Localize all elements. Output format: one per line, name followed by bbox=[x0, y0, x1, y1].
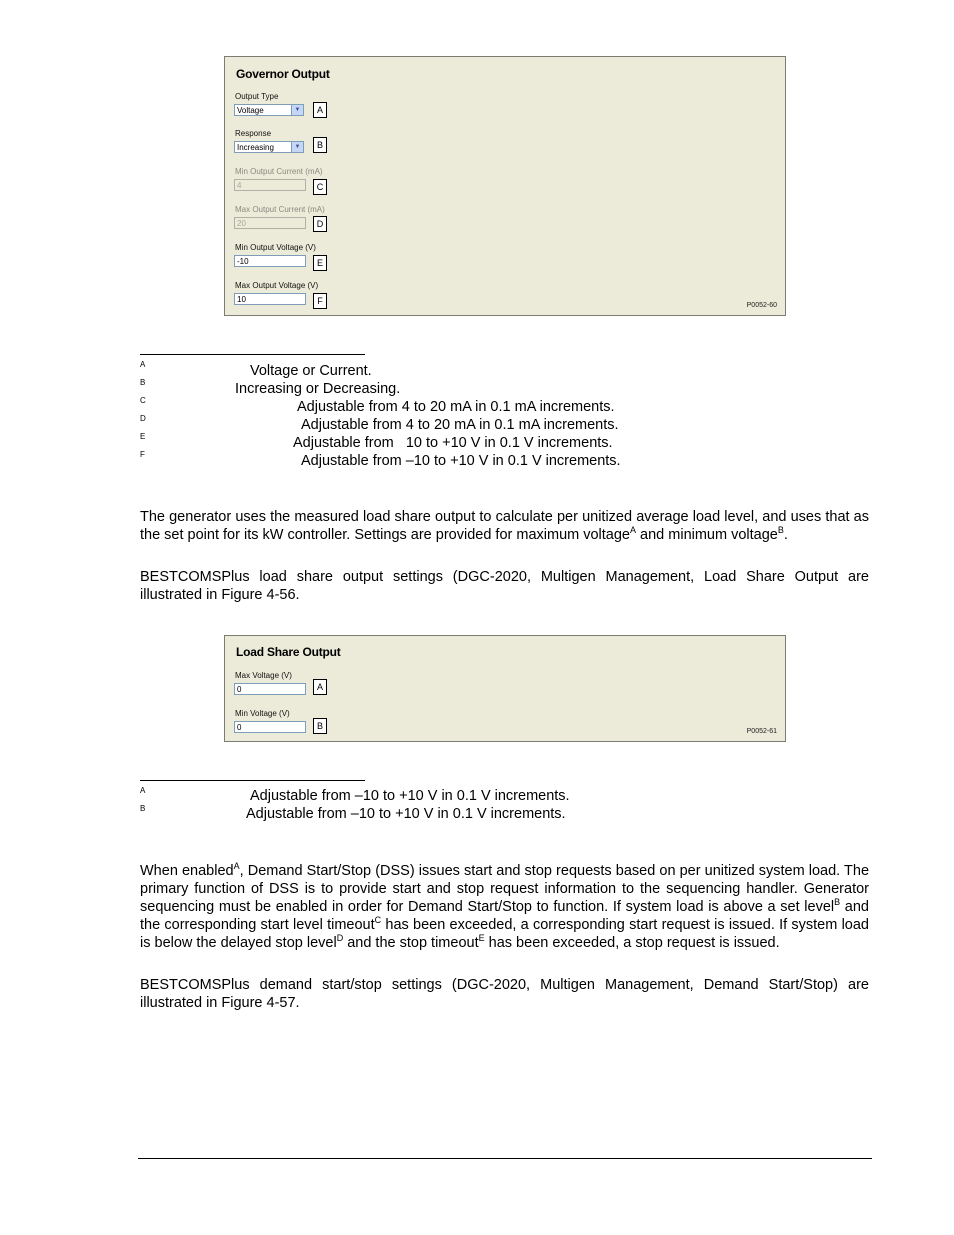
dss-paragraph: When enabled$^A$, Demand Start/Stop (DSS) issues start and stop requests based on per unitized system load. The primary function of DSS is to provide start and stop request information to the sequencing handler. Generator sequencing must be enabled in order for Demand Start/Stop to function. If system load is above a set level$^B$ and the corresponding start level timeout$^C$ has been exceeded, a corresponding start request is issued. If system load is below the delayed stop level$^D$ and the stop timeout$^E$ has been exceeded, a stop request is issued. bbox=[140, 861, 870, 951]
footnote-letter: E bbox=[140, 432, 146, 441]
max-output-current-input: 20 bbox=[234, 217, 306, 229]
load-share-intro: BESTCOMSPlus load share output settings (DGC-2020, Multigen Management, Load Share Output are illustrated in Figure 4-56. bbox=[140, 569, 869, 603]
footnote-text: Adjustable from 4 to 20 mA in 0.1 mA increments. bbox=[301, 417, 619, 433]
footnote-text: Adjustable from –10 to +10 V in 0.1 V increments. bbox=[301, 453, 621, 469]
footnote-letter: F bbox=[140, 450, 145, 459]
footnote-text: Adjustable from 4 to 20 mA in 0.1 mA increments. bbox=[297, 399, 615, 415]
footnote-letter: D bbox=[140, 414, 146, 423]
chevron-down-icon[interactable]: ▼ bbox=[291, 142, 303, 152]
page-footer-rule bbox=[138, 1158, 872, 1159]
load-share-output-panel bbox=[224, 635, 786, 742]
footnote-rule bbox=[140, 780, 365, 781]
callout-c: C bbox=[313, 179, 327, 195]
callout-a: A bbox=[313, 102, 327, 118]
callout-b: B bbox=[313, 718, 327, 734]
response-value: Increasing bbox=[237, 143, 274, 152]
governor-output-panel bbox=[224, 56, 786, 316]
callout-f: F bbox=[313, 293, 327, 309]
min-output-current-input: 4 bbox=[234, 179, 306, 191]
governor-output-title: Governor Output bbox=[236, 67, 330, 81]
max-output-current-label: Max Output Current (mA) bbox=[235, 205, 325, 214]
dss-intro: BESTCOMSPlus demand start/stop settings (DGC-2020, Multigen Management, Demand Start/Stop) are illustrated in Figure 4-57. bbox=[140, 977, 869, 1011]
max-output-voltage-input[interactable]: 10 bbox=[234, 293, 306, 305]
max-voltage-label: Max Voltage (V) bbox=[235, 671, 292, 680]
output-type-label: Output Type bbox=[235, 92, 279, 101]
footnote-text: Voltage or Current. bbox=[250, 363, 372, 379]
footnote-letter: B bbox=[140, 378, 146, 387]
load-share-output-title: Load Share Output bbox=[236, 645, 341, 659]
max-voltage-input[interactable]: 0 bbox=[234, 683, 306, 695]
footnote-rule bbox=[140, 354, 365, 355]
min-output-current-label: Min Output Current (mA) bbox=[235, 167, 323, 176]
response-select[interactable] bbox=[234, 141, 304, 153]
footnote-text: Adjustable from –10 to +10 V in 0.1 V increments. bbox=[250, 788, 570, 804]
figure-id: P0052-61 bbox=[746, 728, 777, 735]
callout-b: B bbox=[313, 137, 327, 153]
response-label: Response bbox=[235, 129, 272, 138]
footnote-letter: A bbox=[140, 786, 146, 795]
footnote-text: Adjustable from 10 to +10 V in 0.1 V increments. bbox=[293, 435, 613, 451]
output-type-select[interactable] bbox=[234, 104, 304, 116]
min-voltage-input[interactable]: 0 bbox=[234, 721, 306, 733]
footnote-text: Increasing or Decreasing. bbox=[235, 381, 401, 397]
output-type-value: Voltage bbox=[237, 106, 264, 115]
footnote-letter: B bbox=[140, 804, 146, 813]
figure-id: P0052-60 bbox=[746, 302, 777, 309]
callout-e: E bbox=[313, 255, 327, 271]
footnote-letter: A bbox=[140, 360, 146, 369]
chevron-down-icon[interactable]: ▼ bbox=[291, 105, 303, 115]
load-share-paragraph: The generator uses the measured load share output to calculate per unitized average load level, and uses that as the set point for its kW controller. Settings are provided for maximum voltage$^A$ and minimum voltage$^B$. bbox=[140, 509, 869, 543]
min-output-voltage-label: Min Output Voltage (V) bbox=[235, 243, 316, 252]
footnote-letter: C bbox=[140, 396, 146, 405]
min-output-voltage-input[interactable]: -10 bbox=[234, 255, 306, 267]
min-voltage-label: Min Voltage (V) bbox=[235, 709, 290, 718]
footnote-text: Adjustable from –10 to +10 V in 0.1 V increments. bbox=[246, 806, 566, 822]
max-output-voltage-label: Max Output Voltage (V) bbox=[235, 281, 319, 290]
callout-d: D bbox=[313, 216, 327, 232]
callout-a: A bbox=[313, 679, 327, 695]
